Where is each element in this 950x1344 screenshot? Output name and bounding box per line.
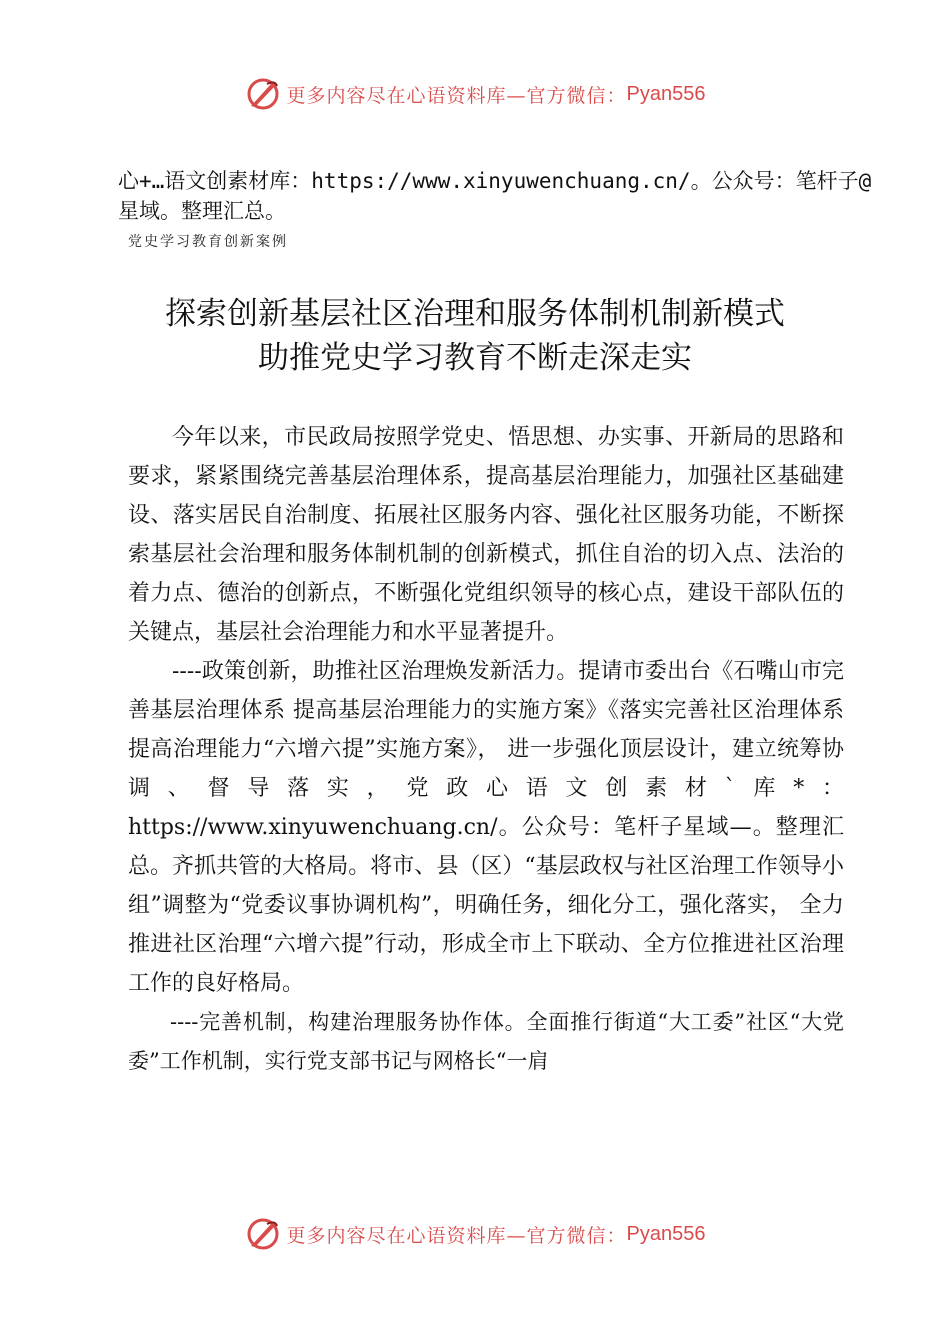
banner-text: 更多内容尽在心语资料库—官方微信： xyxy=(286,1224,627,1247)
header-banner xyxy=(0,72,950,116)
banner-text: 更多内容尽在心语资料库—官方微信： xyxy=(286,84,627,107)
quill-logo-icon xyxy=(245,76,281,112)
wechat-id: Pyan556 xyxy=(626,1222,706,1245)
source-note: 心+…语文创素材库：https://www.xinyuwenchuang.cn/。公众号：笔杆子@星域。整理汇总。 xyxy=(118,169,872,223)
paragraph: 今年以来，市民政局按照学党史、悟思想、办实事、开新局的思路和要求，紧紧围绕完善基层治理体系，提高基层治理能力，加强社区基础建设、落实居民自治制度、拓展社区服务内容、强化社区服务功能，不断探索基层社会治理和服务体制机制的创新模式，抓住自治的切入点、法治的着力点、德治的创新点，不断强化党组织领导的核心点，建设干部队伍的关键点，基层社会治理能力和水平显著提升。 xyxy=(128,425,844,645)
paragraph: ----政策创新，助推社区治理焕发新活力。提请市委出台《石嘴山市完善基层治理体系 提高基层治理能力的实施方案》《落实完善社区治理体系 提高治理能力“六增六提”实施方案》， 进一步强化顶层设计，建立统筹协调、督导落实，党政心语文创素材`库*：https://www.xinyuwenchuang.cn/。公众号：笔杆子星域—。整理汇总。齐抓共管的大格局。将市、县（区）“基层政权与社区治理工作领导小组”调整为“党委议事协调机构”，明确任务，细化分工，强化落实， 全力推进社区治理“六增六提”行动，形成全市上下联动、全方位推进社区治理工作的良好格局。 xyxy=(128,659,844,996)
footer-banner xyxy=(0,1212,950,1256)
category-label: 党史学习教育创新案例 xyxy=(128,234,288,250)
title-line-2: 助推党史学习教育不断走深走实 xyxy=(258,340,692,376)
wechat-id: Pyan556 xyxy=(626,82,706,105)
document-body xyxy=(128,418,844,1081)
document-title xyxy=(0,292,950,380)
title-line-1: 探索创新基层社区治理和服务体制机制新模式 xyxy=(165,296,785,332)
paragraph: ----完善机制，构建治理服务协作体。全面推行街道“大工委”社区“大党委”工作机制，实行党支部书记与网格长“一肩 xyxy=(128,1010,844,1073)
quill-logo-icon xyxy=(245,1216,281,1252)
